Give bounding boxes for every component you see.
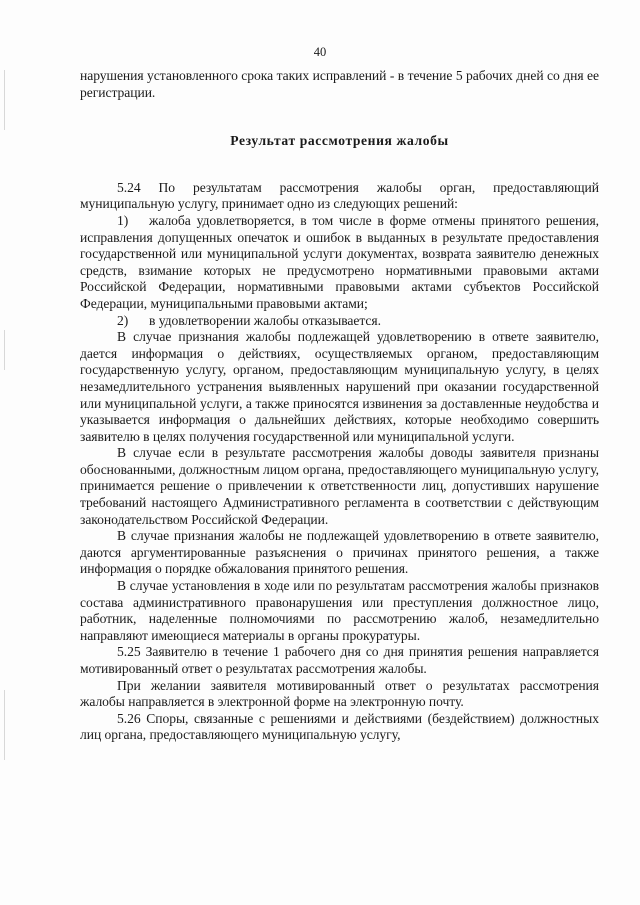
- list-item: [80, 213, 599, 313]
- list-item: [80, 313, 599, 330]
- paragraph-satisfied: В случае признания жалобы подлежащей удовлетворению в ответе заявителю, дается информация о действиях, осуществляемых органом, предоставляющим государственную услугу, органом, предоставляющим муниципальную услугу, в целях незамедлительного устранения выявленных нарушений при оказании государственной или муниципальной услуги, а также приносятся извинения за доставленные неудобства и указывается информация о дальнейших действиях, которые необходимо совершить заявителю в целях получения государственной или муниципальной услуги.: [80, 329, 599, 444]
- paragraph-5-26: 5.26 Споры, связанные с решениями и действиями (бездействием) должностных лиц органа, предоставляющего муниципальную услугу,: [80, 710, 599, 743]
- scan-artifact: [4, 690, 5, 760]
- list-item-text: жалоба удовлетворяется, в том числе в форме отмены принятого решения, исправления допущенных опечаток и ошибок в выданных в результате предоставления государственной или муниципальной услуги документах, возврата заявителю денежных средств, взимание которых не предусмотрено нормативными правовыми актами Российской Федерации, нормативными правовыми актами субъектов Российской Федерации, муниципальными правовыми актами;: [80, 212, 599, 311]
- section-title: Результат рассмотрения жалобы: [230, 133, 449, 149]
- paragraph-5-25: 5.25 Заявителю в течение 1 рабочего дня со дня принятия решения направляется мотивированный ответ о результатах рассмотрения жалобы.: [80, 644, 599, 676]
- paragraph-offense: В случае установления в ходе или по результатам рассмотрения жалобы признаков состава административного правонарушения или преступления должностное лицо, работник, наделенные полномочиями по рассмотрению жалоб, незамедлительно направляют имеющиеся материалы в органы прокуратуры.: [80, 578, 599, 643]
- list-item-text: в удовлетворении жалобы отказывается.: [149, 312, 381, 328]
- scan-artifact: [4, 70, 5, 130]
- document-body: [80, 68, 599, 744]
- paragraph-not-satisfied: В случае признания жалобы не подлежащей удовлетворению в ответе заявителю, даются аргументированные разъяснения о причинах принятого решения, а также информация о порядке обжалования принятого решения.: [80, 528, 599, 577]
- scan-artifact: [4, 330, 5, 370]
- list-item-number: 1): [117, 212, 129, 228]
- continuation-paragraph: нарушения установленного срока таких исправлений - в течение 5 рабочих дней со дня ее регистрации.: [80, 68, 599, 100]
- page-number: 40: [313, 45, 327, 59]
- paragraph-justified: В случае если в результате рассмотрения жалобы доводы заявителя признаны обоснованными, должностным лицом органа, предоставляющего муниципальную услугу, принимается решение о привлечении к ответственности лиц, допустивших нарушение требований настоящего Административного регламента в соответствии с действующим законодательством Российской Федерации.: [80, 445, 599, 527]
- paragraph-5-24: 5.24 По результатам рассмотрения жалобы орган, предоставляющий муниципальную услугу, принимает одно из следующих решений:: [80, 179, 599, 212]
- list-item-number: 2): [117, 312, 129, 328]
- paragraph-email: При желании заявителя мотивированный ответ о результатах рассмотрения жалобы направляется в электронной форме на электронную почту.: [80, 677, 599, 710]
